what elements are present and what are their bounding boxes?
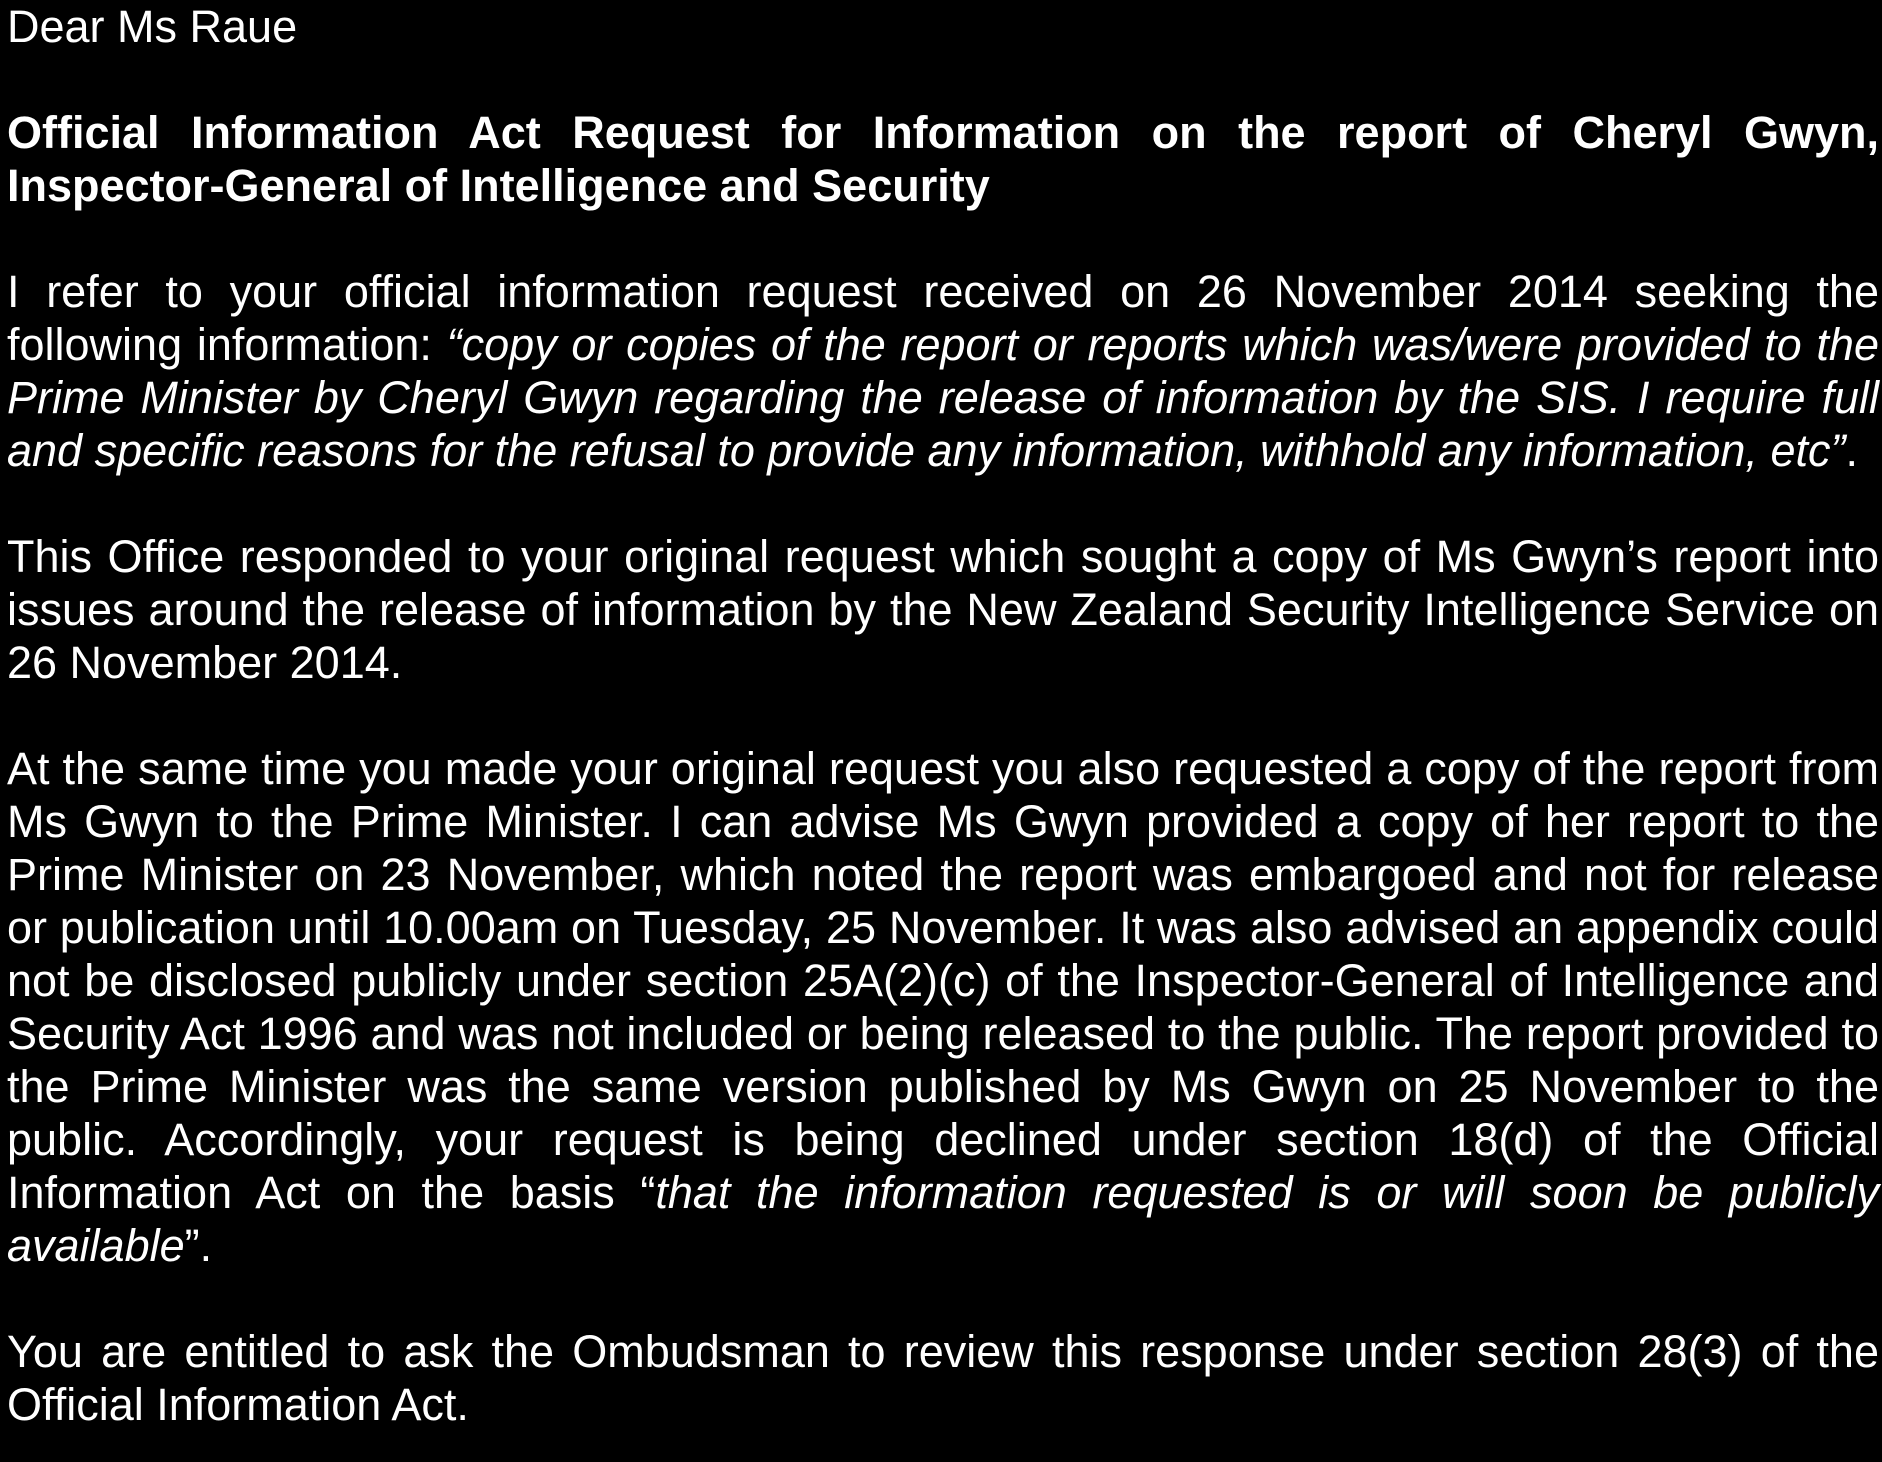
paragraph-punctuation: . xyxy=(1845,425,1858,476)
paragraph-original-response: This Office responded to your original request which sought a copy of Ms Gwyn’s report into issues around the release of information by the New Zealand Security Intelligence Service on 26 November 2014. xyxy=(7,531,1879,688)
paragraph-text: I refer to your official information request received on 26 November 2014 seeking the following information: xyxy=(7,266,1879,370)
paragraph-punctuation: ”. xyxy=(184,1220,213,1271)
subject-heading: Official Information Act Request for Information on the report of Cheryl Gwyn, Inspector-General of Intelligence and Security xyxy=(7,107,1879,211)
paragraph-decision xyxy=(7,742,1879,1272)
quoted-statute: that the information requested is or will soon be publicly available xyxy=(7,1167,1879,1271)
paragraph-text: At the same time you made your original request you also requested a copy of the report from Ms Gwyn to the Prime Minister. I can advise Ms Gwyn provided a copy of her report to the Prime Minister on 23 November, which noted the report was embargoed and not for release or publication until 10.00am on Tuesday, 25 November. It was also advised an appendix could not be disclosed publicly under section 25A(2)(c) of the Inspector-General of Intelligence and Security Act 1996 and was not included or being released to the public. The report provided to the Prime Minister was the same version published by Ms Gwyn on 25 November to the public. Accordingly, your request is being declined under section 18(d) of the Official Information Act on the basis “ xyxy=(7,743,1879,1218)
letter-body xyxy=(7,0,1879,1431)
salutation: Dear Ms Raue xyxy=(7,1,298,52)
paragraph-review-rights: You are entitled to ask the Ombudsman to review this response under section 28(3) of the Official Information Act. xyxy=(7,1326,1879,1430)
quoted-request: “copy or copies of the report or reports which was/were provided to the Prime Minister by Cheryl Gwyn regarding the release of information by the SIS. I require full and specific reasons for the refusal to provide any information, withhold any information, etc” xyxy=(7,319,1879,476)
paragraph-request-reference xyxy=(7,265,1879,477)
